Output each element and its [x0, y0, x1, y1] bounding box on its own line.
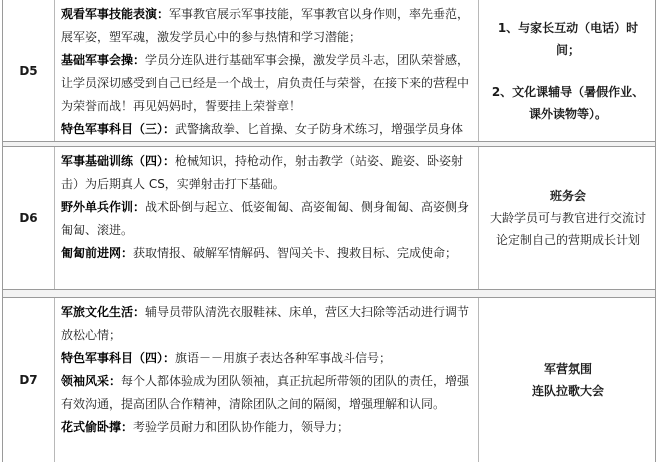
day-label: D7 [3, 298, 55, 462]
activity-cell [55, 298, 479, 462]
activity-item [61, 3, 474, 49]
activity-item [61, 416, 474, 439]
evening-text: 大龄学员可与教官进行交流讨论定制自己的营期成长计划 [489, 211, 646, 247]
activity-title: 匍匐前进网： [61, 246, 134, 260]
activity-item [61, 301, 474, 347]
activity-text: 战术卧倒与起立、低姿匍匐、高姿匍匐、侧身匍匐、高姿侧身匍匐、滚进。 [61, 200, 470, 237]
activity-text: 武警擒敌拳、匕首操、女子防身术练习，增强学员身体 [175, 122, 464, 136]
activity-item [61, 49, 474, 118]
evening-title: 班务会 [549, 189, 586, 203]
activity-item [61, 118, 474, 141]
activity-text: 获取情报、破解军情解码、智闯关卡、搜救目标、完成使命； [133, 246, 458, 260]
activity-item [61, 150, 474, 196]
evening-activity-cell [479, 0, 657, 141]
activity-title: 军旅文化生活： [61, 305, 146, 319]
activity-item [61, 347, 474, 370]
activity-text: 考验学员耐力和团队协作能力，领导力； [133, 420, 350, 434]
evening-activity-cell [479, 298, 657, 462]
schedule-row-d5 [2, 0, 656, 142]
activity-item [61, 370, 474, 416]
activity-text: 每个人都体验成为团队领袖，真正抗起所带领的团队的责任，增强有效沟通，提高团队合作精神，清除团队之间的隔阂，增强理解和认同。 [61, 374, 470, 411]
activity-cell [55, 0, 479, 141]
evening-item: 1、与家长互动（电话）时间； [497, 20, 639, 57]
evening-item: 军营氛围 [543, 362, 592, 376]
activity-text: 旗语－－用旗子表达各种军事战斗信号； [175, 351, 392, 365]
activity-title: 特色军事科目（三）： [61, 122, 176, 136]
activity-item [61, 242, 474, 265]
activity-title: 特色军事科目（四）： [61, 351, 176, 365]
schedule-row-d6 [2, 146, 656, 290]
day-label: D5 [3, 0, 55, 141]
activity-title: 基础军事会操： [61, 53, 146, 67]
activity-title: 观看军事技能表演： [61, 7, 170, 21]
evening-item: 2、文化课辅导（暑假作业、课外读物等）。 [491, 84, 645, 121]
activity-item [61, 196, 474, 242]
schedule-row-d7 [2, 297, 656, 462]
day-label: D6 [3, 147, 55, 289]
evening-activity-cell [479, 147, 657, 289]
activity-text: 枪械知识，持枪动作，射击教学（站姿、跪姿、卧姿射击）为后期真人 CS，实弹射击打下基础。 [61, 154, 464, 191]
row-divider [2, 290, 656, 297]
activity-title: 军事基础训练（四）： [61, 154, 176, 168]
activity-title: 花式偷卧撑： [61, 420, 134, 434]
activity-title: 领袖风采： [61, 374, 122, 388]
activity-text: 学员分连队进行基础军事会操，激发学员斗志，团队荣誉感，让学员深切感受到自己已经是一个战士，肩负责任与荣誉，在接下来的营程中为荣誉而战！再见妈妈时，誓要挂上荣誉章！ [61, 53, 470, 113]
evening-item: 连队拉歌大会 [531, 384, 604, 398]
activity-cell [55, 147, 479, 289]
activity-text: 军事教官展示军事技能，军事教官以身作则，率先垂范，展军姿，塑军魂，激发学员心中的参与热情和学习潜能； [61, 7, 470, 44]
activity-text: 辅导员带队清洗衣服鞋袜、床单，营区大扫除等活动进行调节放松心情； [61, 305, 470, 342]
activity-title: 野外单兵作训： [61, 200, 146, 214]
